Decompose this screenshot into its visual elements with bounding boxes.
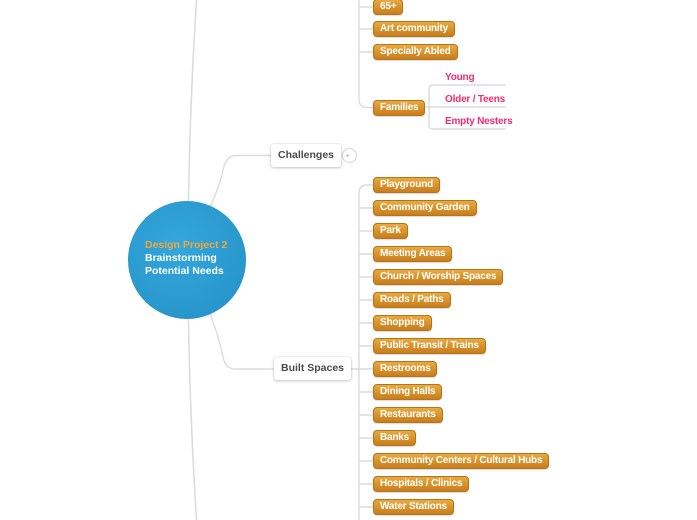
- bracket-audience-spine: [359, 0, 373, 108]
- mindmap-node-pill[interactable]: Community Centers / Cultural Hubs: [373, 453, 549, 469]
- mindmap-node-pill[interactable]: Families: [373, 100, 425, 116]
- mindmap-node-pill[interactable]: Art community: [373, 21, 455, 37]
- mindmap-node-pill[interactable]: Playground: [373, 177, 440, 193]
- mindmap-node-pill[interactable]: Banks: [373, 430, 416, 446]
- mindmap-node-pill[interactable]: Community Garden: [373, 200, 477, 216]
- mindmap-node-text[interactable]: Young: [445, 72, 475, 83]
- collapsed-children-badge[interactable]: [343, 149, 357, 163]
- root-subtitle-line1: Brainstorming: [145, 252, 217, 264]
- mindmap-node-pill[interactable]: Meeting Areas: [373, 246, 452, 262]
- bracket-built-spaces-spine: [359, 185, 373, 520]
- collapsed-children-badge-dot: [346, 154, 349, 157]
- node-built-spaces[interactable]: Built Spaces: [274, 357, 351, 380]
- root-node-text: [145, 239, 241, 278]
- mindmap-node-text[interactable]: Older / Teens: [445, 94, 506, 105]
- mindmap-node-pill[interactable]: Park: [373, 223, 408, 239]
- bracket-audience-stubs: [359, 7, 373, 52]
- mindmap-node-pill[interactable]: Restrooms: [373, 361, 437, 377]
- mindmap-node-pill[interactable]: Shopping: [373, 315, 432, 331]
- root-node[interactable]: [128, 201, 246, 319]
- mindmap-node-pill[interactable]: Public Transit / Trains: [373, 338, 486, 354]
- mindmap-node-pill[interactable]: Roads / Paths: [373, 292, 451, 308]
- mindmap-node-pill[interactable]: Water Stations: [373, 499, 454, 515]
- root-subtitle-line2: Potential Needs: [145, 265, 224, 277]
- mindmap-node-pill[interactable]: Hospitals / Clinics: [373, 476, 469, 492]
- mindmap-node-pill[interactable]: Restaurants: [373, 407, 443, 423]
- mindmap-node-pill[interactable]: 65+: [373, 0, 403, 15]
- mindmap-node-pill[interactable]: Dining Halls: [373, 384, 442, 400]
- node-challenges[interactable]: Challenges: [271, 144, 341, 167]
- mindmap-node-text[interactable]: Empty Nesters: [445, 116, 513, 127]
- mindmap-node-pill[interactable]: Specially Abled: [373, 44, 458, 60]
- root-title: Design Project 2: [145, 239, 228, 251]
- bracket-built-spaces-stubs: [359, 208, 373, 507]
- mindmap-node-pill[interactable]: Church / Worship Spaces: [373, 269, 503, 285]
